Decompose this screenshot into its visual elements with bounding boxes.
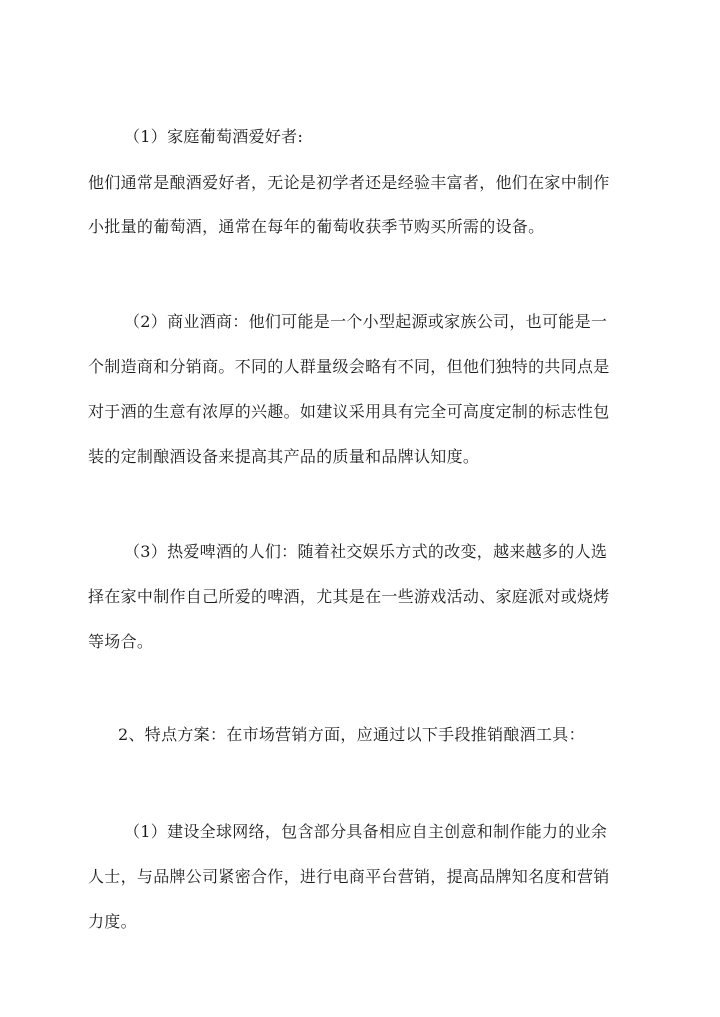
section-3-line-1: （3）热爱啤酒的人们：随着社交娱乐方式的改变，越来越多的人选 bbox=[124, 542, 608, 561]
section-2-line-4: 装的定制酿酒设备来提高其产品的质量和品牌认知度。 bbox=[88, 447, 480, 466]
section-1-line-2: 他们通常是酿酒爱好者，无论是初学者还是经验丰富者，他们在家中制作 bbox=[88, 173, 610, 192]
section-3-line-2: 择在家中制作自己所爱的啤酒，尤其是在一些游戏活动、家庭派对或烧烤 bbox=[88, 587, 610, 606]
section-2-line-1: （2）商业酒商：他们可能是一个小型起源或家族公司，也可能是一 bbox=[124, 312, 608, 331]
section-2-line-2: 个制造商和分销商。不同的人群量级会略有不同，但他们独特的共同点是 bbox=[88, 357, 610, 376]
section-3-line-3: 等场合。 bbox=[88, 632, 154, 651]
section-2-line-3: 对于酒的生意有浓厚的兴趣。如建议采用具有完全可高度定制的标志性包 bbox=[88, 402, 610, 421]
section-5-line-3: 力度。 bbox=[88, 912, 137, 931]
section-5-line-2: 人士，与品牌公司紧密合作，进行电商平台营销，提高品牌知名度和营销 bbox=[88, 867, 610, 886]
section-4-heading: 2、特点方案：在市场营销方面，应通过以下手段推销酿酒工具： bbox=[118, 725, 585, 744]
section-1-line-3: 小批量的葡萄酒，通常在每年的葡萄收获季节购买所需的设备。 bbox=[88, 217, 545, 236]
section-1-heading: （1）家庭葡萄酒爱好者: bbox=[124, 127, 304, 146]
section-5-line-1: （1）建设全球网络，包含部分具备相应自主创意和制作能力的业余 bbox=[124, 822, 608, 841]
